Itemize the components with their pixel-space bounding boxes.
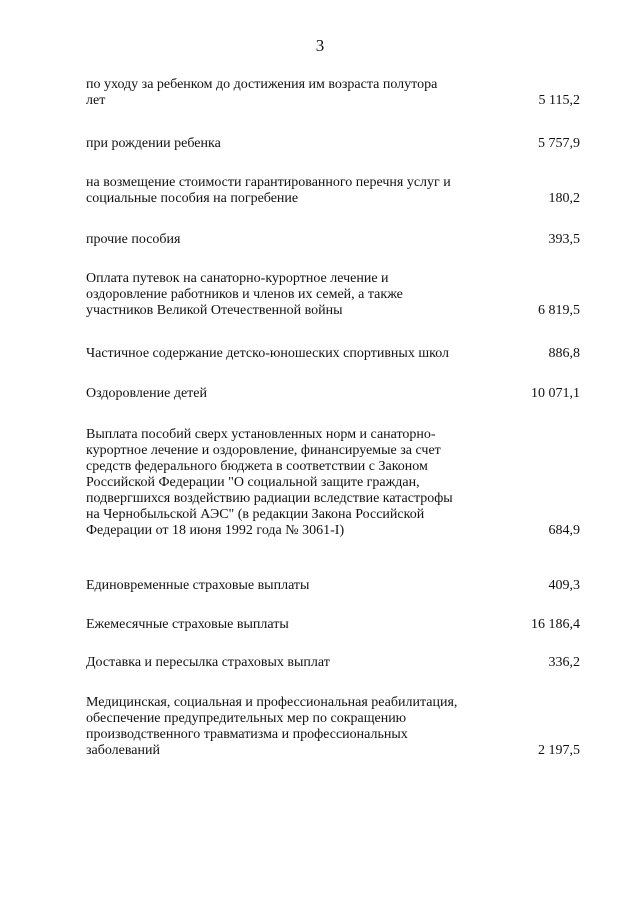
line-item-amount: 2 197,5 [538, 743, 580, 758]
line-item-sanatorium-vouchers [86, 271, 580, 319]
line-item-amount: 409,3 [548, 578, 580, 593]
line-item-amount: 10 071,1 [531, 386, 580, 401]
line-item-delivery-insurance [86, 655, 580, 671]
line-item-rehabilitation [86, 695, 580, 759]
line-item-label: при рождении ребенка [86, 136, 221, 151]
line-item-label: Доставка и пересылка страховых выплат [86, 655, 330, 670]
line-item-amount: 6 819,5 [538, 303, 580, 318]
line-item-label: Оплата путевок на санаторно-курортное лечение и оздоровление работников и членов их семей, а также участников Великой Отечественной войны [86, 271, 403, 318]
line-item-amount: 336,2 [548, 655, 580, 670]
line-item-label: по уходу за ребенком до достижения им возраста полутора лет [86, 77, 438, 108]
line-item-birth-allowance [86, 136, 580, 152]
line-item-amount: 5 115,2 [538, 93, 580, 108]
page-number: 3 [315, 36, 325, 55]
line-item-amount: 180,2 [548, 191, 580, 206]
line-item-label: Единовременные страховые выплаты [86, 578, 310, 593]
line-item-label: Частичное содержание детско-юношеских спортивных школ [86, 346, 449, 361]
line-item-amount: 5 757,9 [538, 136, 580, 151]
line-item-amount: 16 186,4 [531, 617, 580, 632]
line-item-label: прочие пособия [86, 232, 181, 247]
line-item-funeral-allowance [86, 175, 580, 207]
line-item-lump-sum-insurance [86, 578, 580, 594]
line-item-amount: 393,5 [548, 232, 580, 247]
line-item-label: на возмещение стоимости гарантированного перечня услуг и социальные пособия на погребение [86, 175, 451, 206]
line-item-amount: 684,9 [548, 523, 580, 538]
line-item-sports-schools [86, 346, 580, 362]
line-item-children-health [86, 386, 580, 402]
line-item-amount: 886,8 [548, 346, 580, 361]
line-item-childcare-allowance [86, 77, 580, 109]
line-item-monthly-insurance [86, 617, 580, 633]
line-item-other-allowances [86, 232, 580, 248]
line-item-label: Оздоровление детей [86, 386, 207, 401]
line-item-label: Ежемесячные страховые выплаты [86, 617, 289, 632]
line-item-label: Медицинская, социальная и профессиональная реабилитация, обеспечение предупредительных мер по сокращению производственного травматизма и профессиональных заболеваний [86, 695, 458, 758]
line-item-label: Выплата пособий сверх установленных норм и санаторно- курортное лечение и оздоровление, финансируемые за счет средств федерального бюджета в соответствии с Законом Российской Федерации "О социальной защите граждан, подвергшихся воздействию радиации вследствие катастрофы на Чернобыльской АЭС" (в редакции Закона Российской Федерации от 18 июня 1992 года № 3061-I) [86, 427, 453, 538]
line-item-chernobyl-payments [86, 427, 580, 539]
